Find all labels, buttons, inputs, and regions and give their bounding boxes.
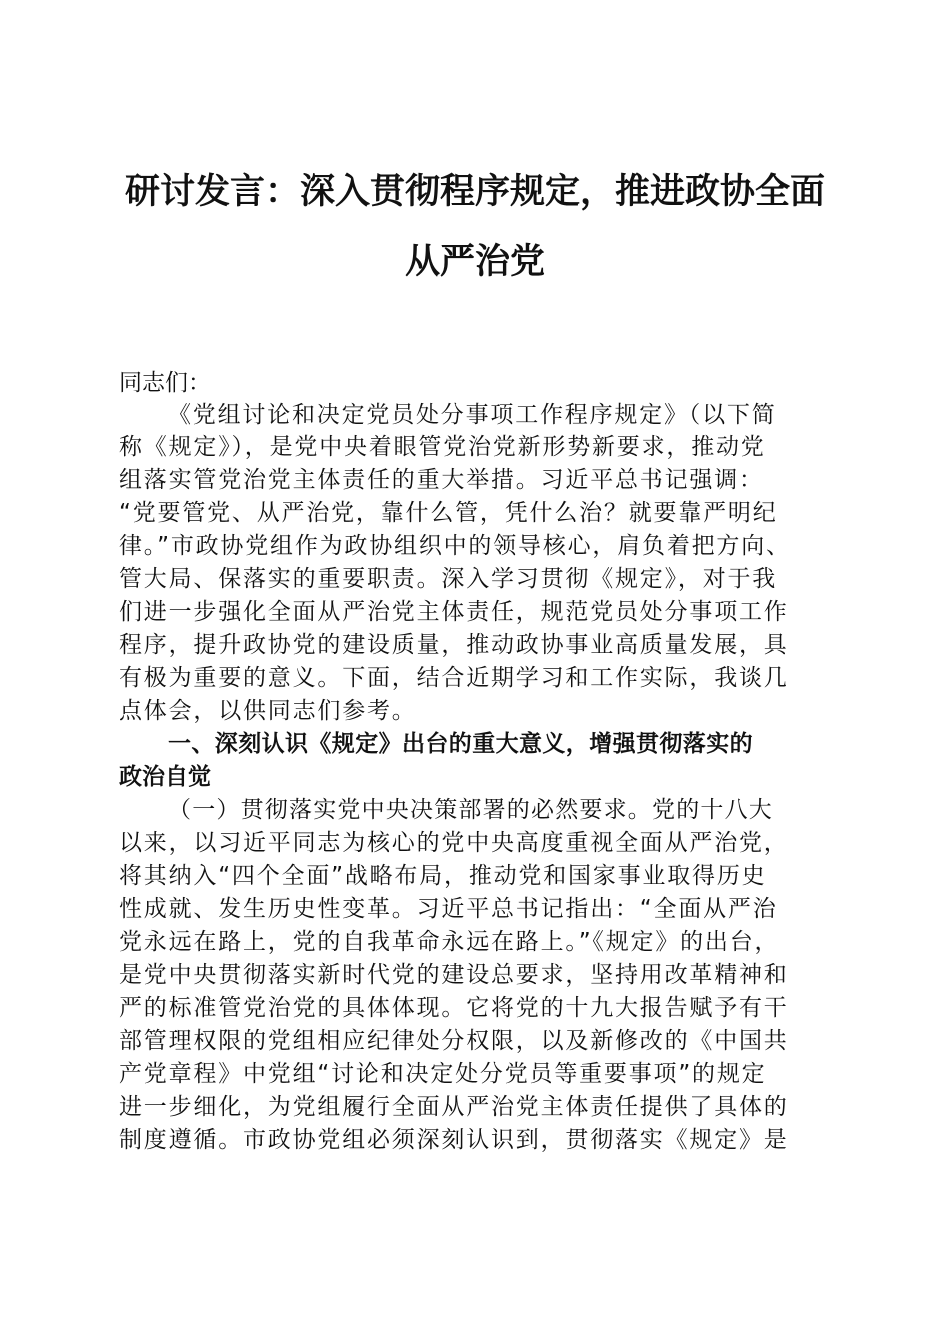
subsection-paragraph-line: 制度遵循。市政协党组必须深刻认识到，贯彻落实《规定》是 (119, 1127, 789, 1153)
salutation: 同志们： (119, 370, 211, 396)
subsection-paragraph-line: 严的标准管党治党的具体体现。它将党的十九大报告赋予有干 (119, 995, 789, 1021)
subsection-paragraph-line: 性成就、发生历史性变革。习近平总书记指出：“全面从严治 (119, 896, 778, 922)
intro-paragraph-line: 们进一步强化全面从严治党主体责任，规范党员处分事项工作 (119, 599, 789, 625)
subsection-paragraph-line: 是党中央贯彻落实新时代党的建设总要求，坚持用改革精神和 (119, 962, 789, 988)
section-heading-line: 政治自觉 (119, 763, 211, 790)
intro-paragraph-line: 称《规定》），是党中央着眼管党治党新形势新要求，推动党 (119, 434, 766, 460)
intro-paragraph-line: 律。”市政协党组作为政协组织中的领导核心，肩负着把方向、 (119, 533, 791, 559)
subsection-paragraph-line: 以来，以习近平同志为核心的党中央高度重视全面从严治党， (119, 830, 789, 856)
subsection-paragraph-line: 将其纳入“四个全面”战略布局，推动党和国家事业取得历史 (119, 863, 767, 889)
subsection-title: （一）贯彻落实党中央决策部署的必然要求。 (168, 797, 652, 823)
subsection-first-line (168, 795, 773, 825)
intro-paragraph-line: 管大局、保落实的重要职责。深入学习贯彻《规定》，对于我 (119, 566, 778, 592)
intro-paragraph-line: 有极为重要的意义。下面，结合近期学习和工作实际，我谈几 (119, 665, 789, 691)
document-title-line-2: 从严治党 (404, 241, 545, 282)
intro-paragraph-line: 组落实管党治党主体责任的重大举措。习近平总书记强调： (119, 467, 764, 493)
subsection-paragraph-line: 产党章程》中党组“讨论和决定处分党员等重要事项”的规定 (119, 1061, 767, 1087)
intro-paragraph-line: “党要管党、从严治党，靠什么管，凭什么治？就要靠严明纪 (119, 500, 778, 526)
document-title-line-1: 研讨发言：深入贯彻程序规定，推进政协全面 (124, 171, 825, 212)
section-heading-line: 一、深刻认识《规定》出台的重大意义，增强贯彻落实的 (168, 730, 753, 757)
intro-paragraph-line: 程序，提升政协党的建设质量，推动政协事业高质量发展，具 (119, 632, 789, 658)
subsection-paragraph-line: 党永远在路上，党的自我革命永远在路上。”《规定》的出台， (119, 929, 780, 955)
intro-paragraph-line: 《党组讨论和决定党员处分事项工作程序规定》（以下简 (168, 402, 777, 428)
subsection-paragraph-line: 进一步细化，为党组履行全面从严治党主体责任提供了具体的 (119, 1094, 789, 1120)
subsection-paragraph-line: 部管理权限的党组相应纪律处分权限，以及新修改的《中国共 (119, 1028, 789, 1054)
subsection-first-line-rest: 党的十八大 (652, 797, 773, 823)
intro-paragraph-line: 点体会，以供同志们参考。 (119, 698, 417, 724)
